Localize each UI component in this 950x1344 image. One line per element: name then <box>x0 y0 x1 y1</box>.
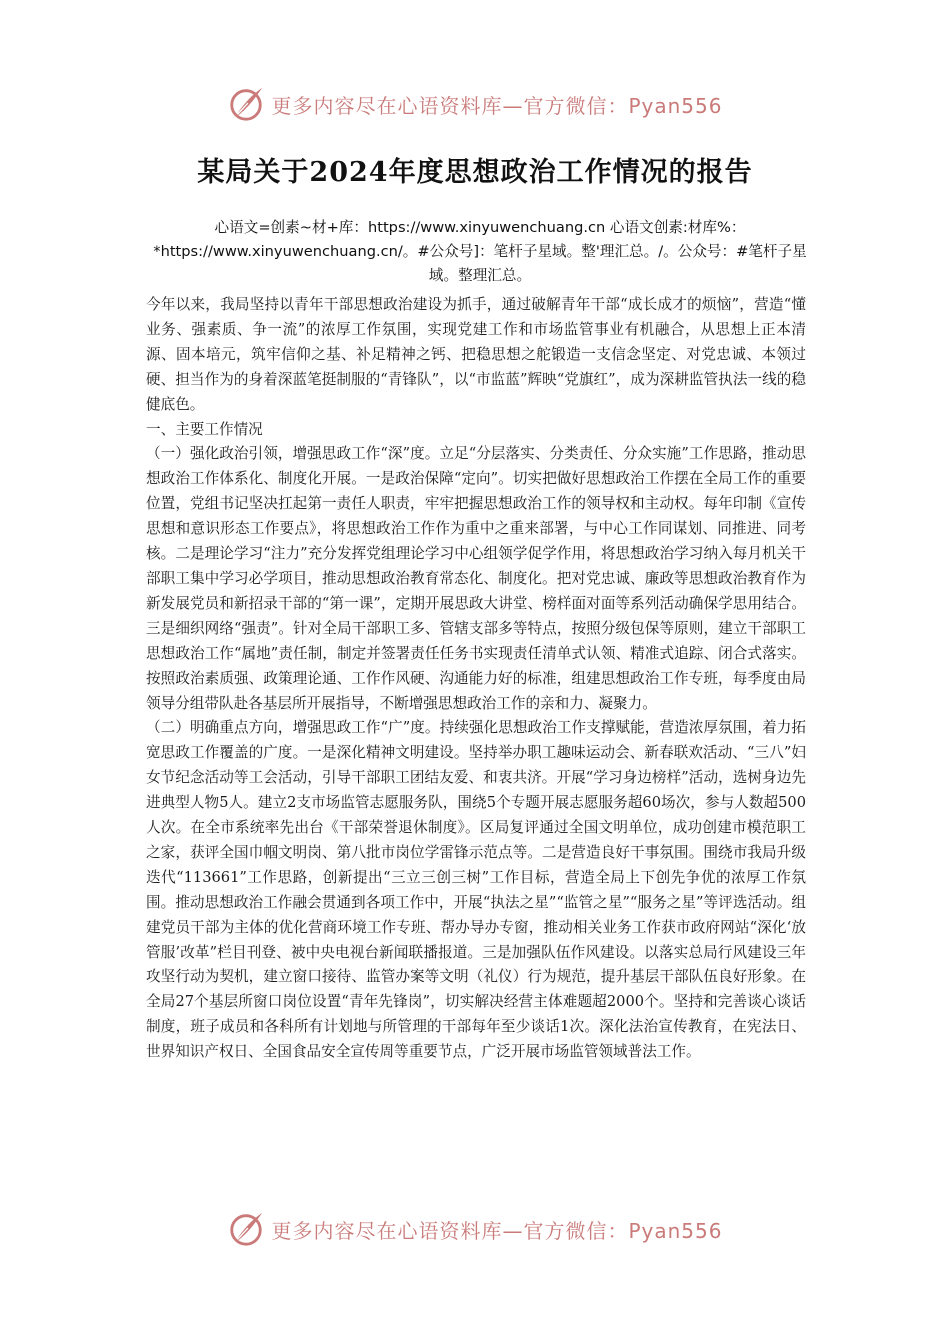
banner-text: 更多内容尽在心语资料库—官方微信：Pyan556 <box>271 93 723 118</box>
body-paragraph: （二）明确重点方向，增强思政工作“广”度。持续强化思想政治工作支撑赋能，营造浓厚氛围，着力拓宽思政工作覆盖的广度。一是深化精神文明建设。坚持举办职工趣味运动会、新春联欢活动、“三八”妇女节纪念活动等工会活动，引导干部职工团结友爱、和衷共济。开展“学习身边榜样”活动，选树身边先进典型人物5人。建立2支市场监管志愿服务队，围绕5个专题开展志愿服务超60场次，参与人数超500人次。在全市系统率先出台《干部荣誉退休制度》。区局复评通过全国文明单位，成功创建市模范职工之家，获评全国巾帼文明岗、第八批市岗位学雷锋示范点等。二是营造良好干事氛围。围绕市我局升级迭代“113661”工作思路，创新提出“三立三创三树”工作目标，营造全局上下创先争优的浓厚工作氛围。推动思想政治工作融会贯通到各项工作中，开展“执法之星”“监管之星”“服务之星”等评选活动。组建党员干部为主体的优化营商环境工作专班、帮办导办专窗，推动相关业务工作获市政府网站“深化‘放管服’改革”栏目刊登、被中央电视台新闻联播报道。三是加强队伍作风建设。以落实总局行风建设三年攻坚行动为契机，建立窗口接待、监管办案等文明（礼仪）行为规范，提升基层干部队伍良好形象。在全局27个基层所窗口岗位设置“青年先锋岗”，切实解决经营主体难题超2000个。坚持和完善谈心谈话制度，班子成员和各科所有计划地与所管理的干部每年至少谈话1次。深化法治宣传教育，在宪法日、世界知识产权日、全国食品安全宣传周等重要节点，广泛开展市场监管领域普法工作。 <box>146 719 806 1061</box>
document-title: 某局关于2024年度思想政治工作情况的报告 <box>197 157 753 188</box>
source-note: 心语文=创素~材+库：https://www.xinyuwenchuang.cn 心语文创素:材库%：*https://www.xinyuwenchuang.cn/。#公众号]：笔杆子星域。整'理汇总。/。公众号：#笔杆子星域。整理汇总。 <box>153 219 807 284</box>
document-body <box>146 293 806 1065</box>
footer-watermark-banner <box>0 1207 950 1251</box>
quill-logo-icon <box>227 1210 265 1248</box>
quill-logo-icon <box>227 85 265 123</box>
body-paragraph: （一）强化政治引领，增强思政工作“深”度。立足“分层落实、分类责任、分众实施”工作思路，推动思想政治工作体系化、制度化开展。一是政治保障“定向”。切实把做好思想政治工作摆在全局工作的重要位置，党组书记坚决扛起第一责任人职责，牢牢把握思想政治工作的领导权和主动权。每年印制《宣传思想和意识形态工作要点》，将思想政治工作作为重中之重来部署，与中心工作同谋划、同推进、同考核。二是理论学习“注力”充分发挥党组理论学习中心组领学促学作用，将思想政治学习纳入每月机关干部职工集中学习必学项目，推动思想政治教育常态化、制度化。把对党忠诚、廉政等思想政治教育作为新发展党员和新招录干部的“第一课”，定期开展思政大讲堂、榜样面对面等系列活动确保学思用结合。三是细织网络“强责”。针对全局干部职工多、管辖支部多等特点，按照分级包保等原则，建立干部职工思想政治工作“属地”责任制，制定并签署责任任务书实现责任清单式认领、精准式追踪、闭合式落实。按照政治素质强、政策理论通、工作作风硬、沟通能力好的标准，组建思想政治工作专班，每季度由局领导分组带队赴各基层所开展指导，不断增强思想政治工作的亲和力、凝聚力。 <box>146 445 806 712</box>
intro-paragraph: 今年以来，我局坚持以青年干部思想政治建设为抓手，通过破解青年干部“成长成才的烦恼”，营造“懂业务、强素质、争一流”的浓厚工作氛围，实现党建工作和市场监管事业有机融合，从思想上正本清源、固本培元，筑牢信仰之基、补足精神之钙、把稳思想之舵锻造一支信念坚定、对党忠诚、本领过硬、担当作为的身着深蓝笔挺制服的“青锋队”，以“市监蓝”辉映“党旗红”，成为深耕监管执法一线的稳健底色。 <box>146 296 806 413</box>
section-heading: 一、主要工作情况 <box>146 420 263 438</box>
banner-text: 更多内容尽在心语资料库—官方微信：Pyan556 <box>271 1218 723 1243</box>
header-watermark-banner <box>0 82 950 126</box>
